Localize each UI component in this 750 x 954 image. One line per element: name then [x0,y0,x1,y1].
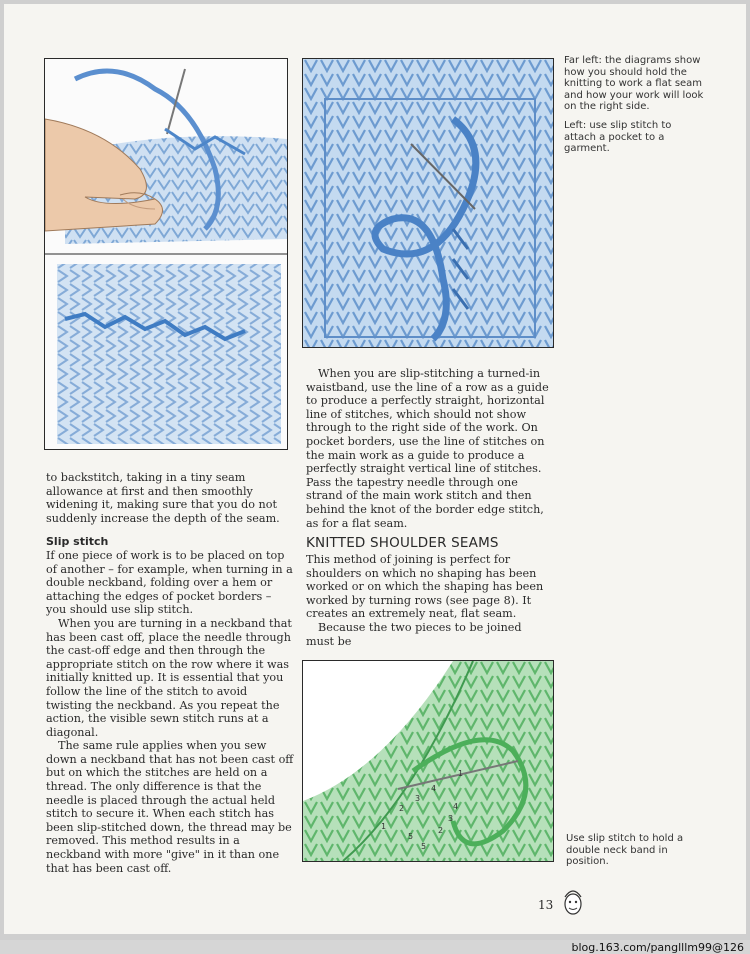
diagram-label: 1 [381,822,387,831]
flat-seam-illustration [44,58,288,450]
right-column-lower [306,553,550,648]
shoulder-seams-heading: KNITTED SHOULDER SEAMS [306,535,499,551]
caption-flat-seam: Far left: the diagrams show how you should hold the knitting to work a flat seam and how your work will look on the right side. [564,55,704,113]
caption-top-right [564,55,704,162]
diagram-label: 1 [458,769,464,778]
slip-stitch-paragraph-1: If one piece of work is to be placed on top of another – for example, when turning in a double neckband, folding over a hem or attaching the edges of pocket borders – you should use slip stitch. [46,548,293,617]
page-number: 13 [538,898,554,912]
source-url: blog.163.com/panglllm99@126 [571,941,744,954]
waistband-paragraph: When you are slip-stitching a turned-in waistband, use the line of a row as a guide to produce a perfectly straight, horizontal line of stitches, which should not show through to the right side of the work. On pocket borders, use the line of stitches on the main work as a guide to produce a perfectly straight vertical line of stitches. Pass the tapestry needle through one strand of the main work stitch and then behind the knot of the border edge stitch, as for a flat seam. [306,367,549,530]
neckband-slip-stitch-illustration [302,660,554,862]
publisher-face-icon [560,887,586,921]
shoulder-paragraph-2: Because the two pieces to be joined must be [306,620,522,648]
diagram-label: 5 [421,842,427,851]
pocket-slip-stitch-illustration [302,58,554,348]
caption-bottom-right [566,833,690,875]
diagram-label: 2 [438,826,444,835]
slip-stitch-heading: Slip stitch [46,535,109,549]
diagram-label: 3 [448,814,454,823]
slip-stitch-paragraph-2: When you are turning in a neckband that has been cast off, place the needle through the cast-off edge and then through the appropriate stitch on the row where it was initially knitted up. It is essential that you follow the line of the stitch to avoid twisting the neckband. As you repeat the action, the visible sewn stitch runs at a diagonal. [46,616,292,739]
diagram-label: 4 [453,802,459,811]
shoulder-paragraph-1: This method of joining is perfect for shoulders on which no shaping has been worked or on which the shaping has been worked by turning rows (see page 8). It creates an extremely neat, flat seam. [306,553,544,621]
diagram-label: 5 [408,832,414,841]
caption-pocket: Left: use slip stitch to attach a pocket to a garment. [564,119,672,155]
diagram-label: 2 [399,804,405,813]
left-column [46,471,294,875]
diagram-label: 4 [431,784,437,793]
slip-stitch-paragraph-3: The same rule applies when you sew down a neckband that has not been cast off but on which the stitches are held on a thread. The only difference is that the needle is placed through the actual held stitch to secure it. When each stitch has been slip-stitched down, the thread may be removed. This method results in a neckband with more "give" in it than one that has been cast off. [46,739,294,875]
diagram-label: 3 [415,794,421,803]
continued-paragraph: to backstitch, taking in a tiny seam allowance at first and then smoothly widening it, making sure that you do not suddenly increase the depth of the seam. [46,471,280,525]
caption-neckband: Use slip stitch to hold a double neck band in position. [566,833,684,868]
right-column-upper [306,367,550,530]
